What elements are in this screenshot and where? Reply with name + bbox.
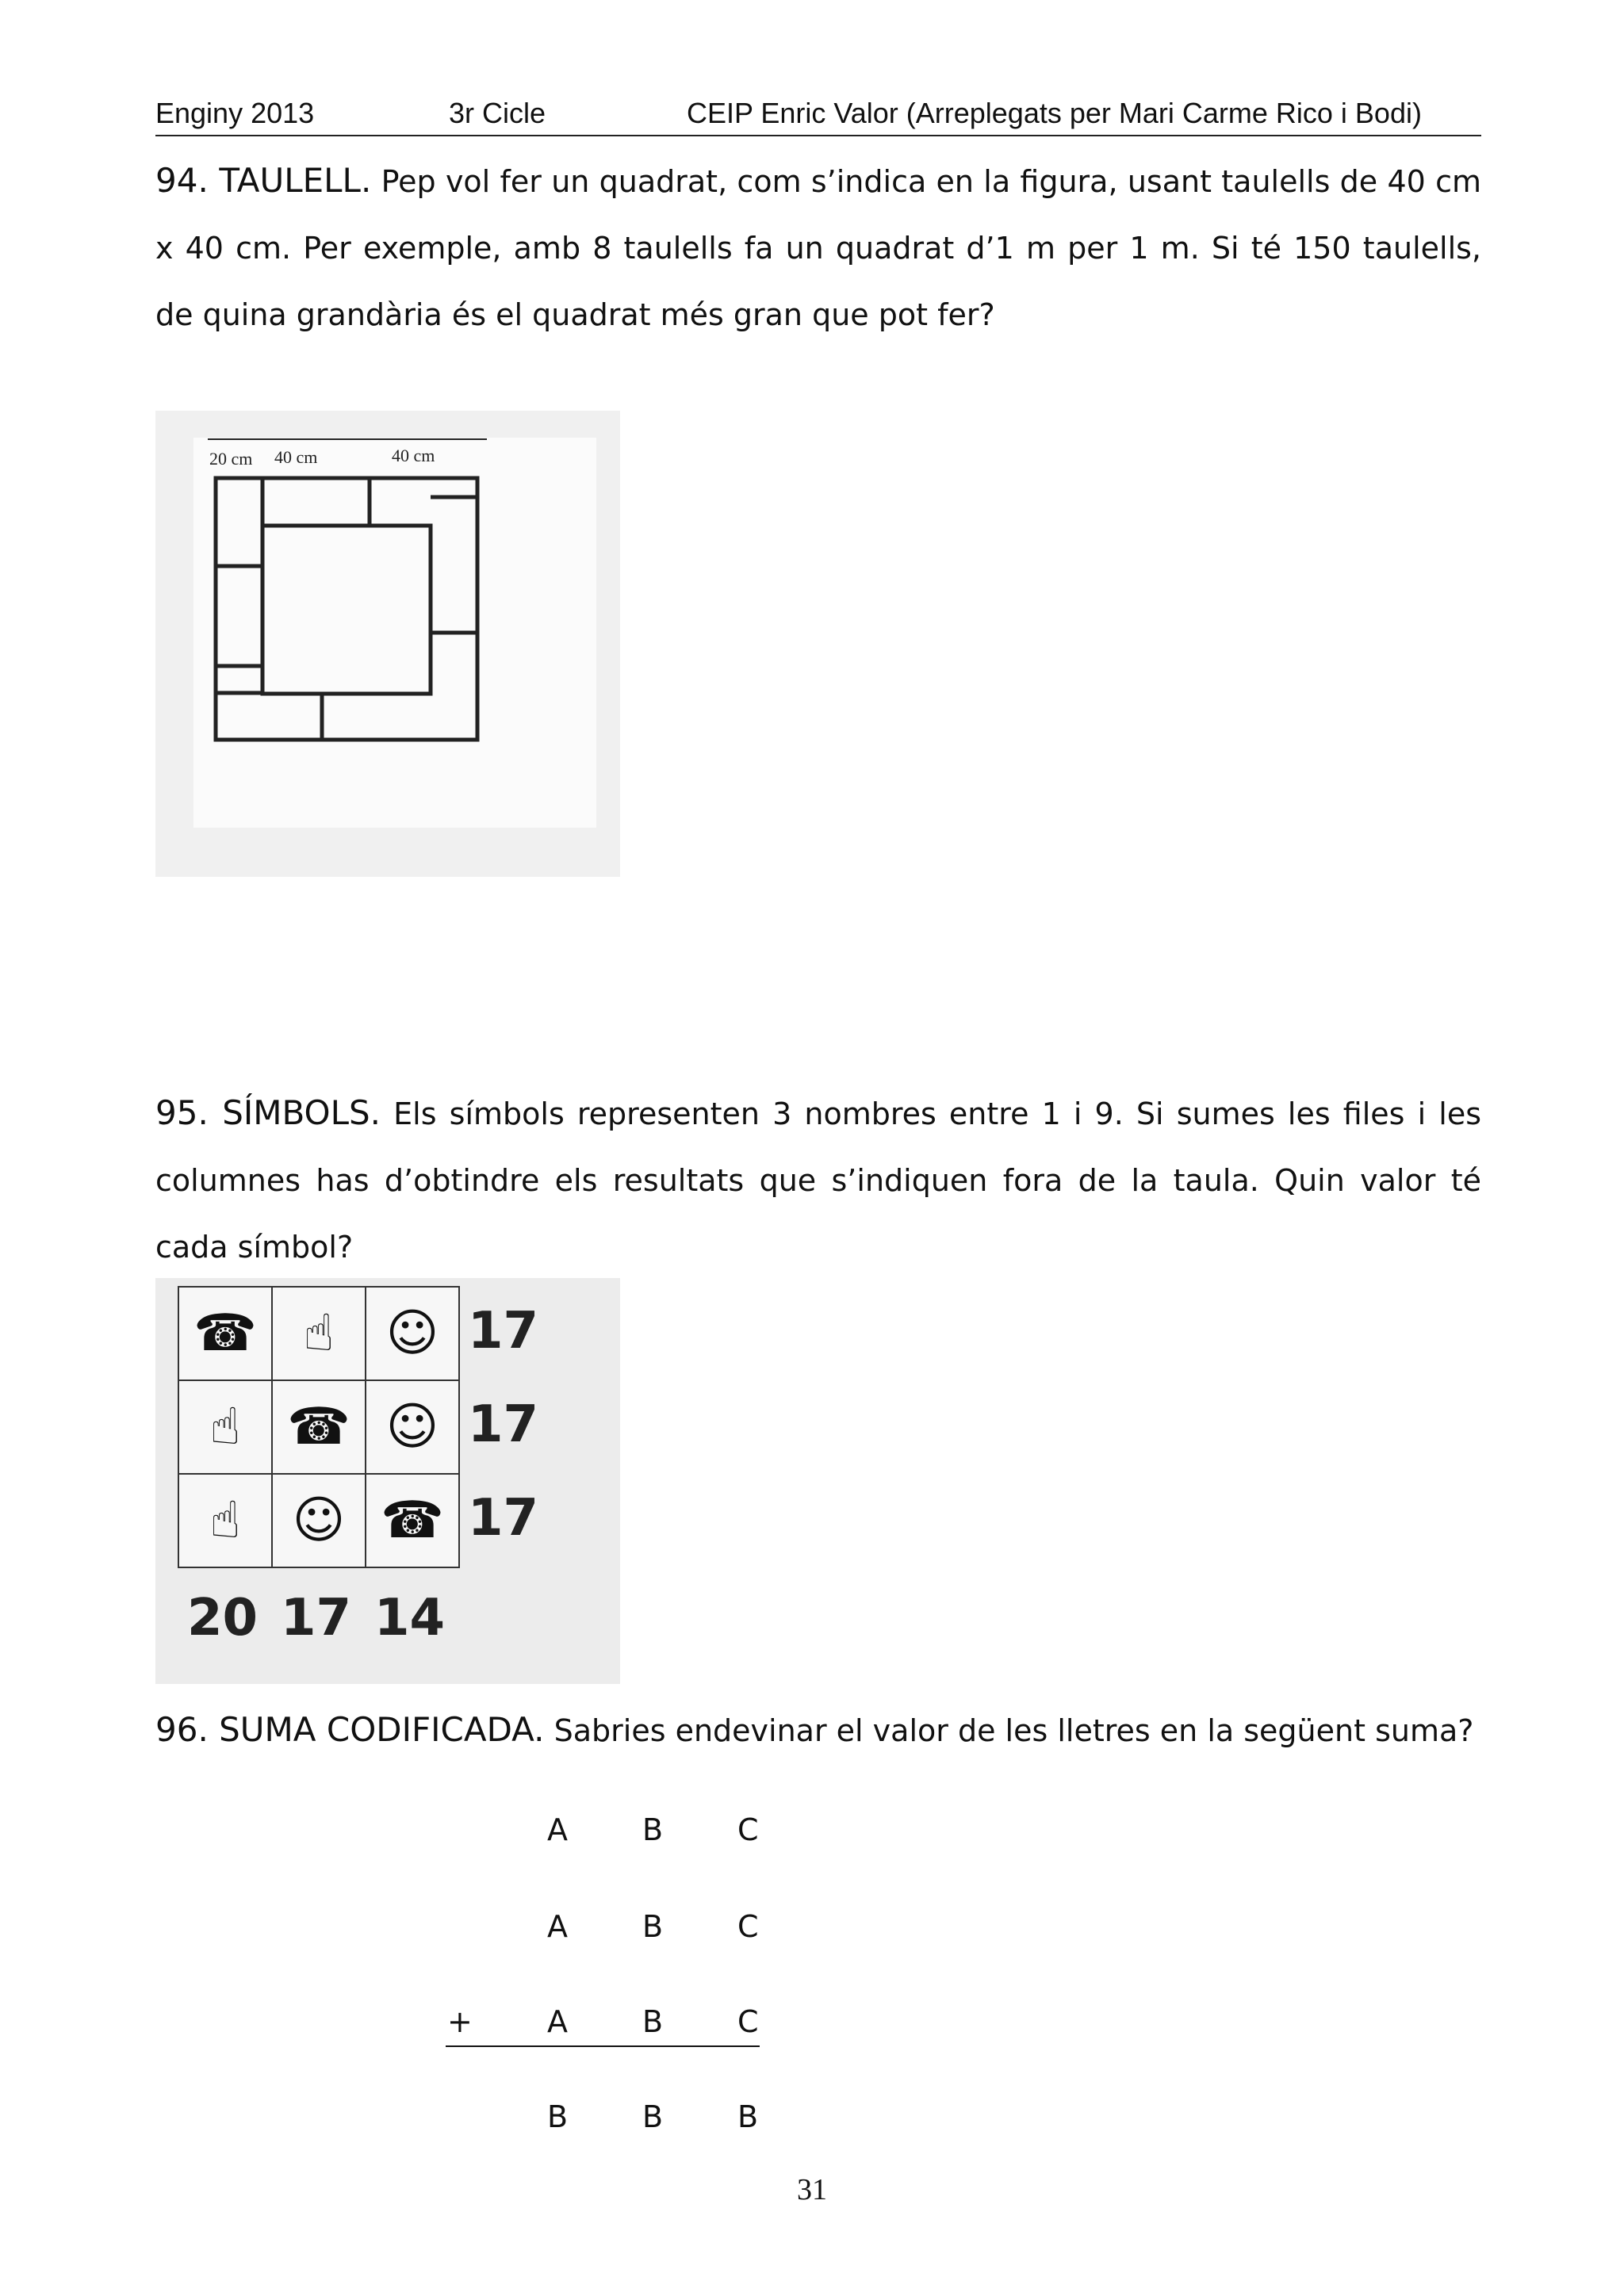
smiley-icon: ☺ <box>366 1380 459 1474</box>
symbols-figure <box>155 1278 620 1684</box>
problem-95-body: Els símbols representen 3 nombres entre 1 i 9. Si sumes les files i les columnes has d’obtindre els resultats que s’indiquen fora de la taula. Quin valor té cada símbol? <box>155 1096 1481 1265</box>
problem-95-title: 95. SÍMBOLS. <box>155 1093 381 1132</box>
sum-result-a: B <box>547 2099 569 2134</box>
page-header <box>155 94 1481 136</box>
outer-square <box>216 478 477 740</box>
telephone-icon: ☎ <box>272 1380 366 1474</box>
pointing-finger-icon: ☝ <box>178 1380 272 1474</box>
sum-row2-a: A <box>547 1909 568 1944</box>
pointing-finger-icon: ☝ <box>178 1474 272 1567</box>
pointing-finger-icon: ☝ <box>272 1287 366 1380</box>
label-40cm-b: 40 cm <box>392 446 435 465</box>
telephone-icon: ☎ <box>366 1474 459 1567</box>
problem-95-text <box>155 1080 1481 1280</box>
label-20cm: 20 cm <box>209 449 253 469</box>
tile-square-figure <box>155 411 620 877</box>
header-course: Enginy 2013 <box>155 97 315 129</box>
row-sum-2: 17 <box>468 1395 539 1454</box>
telephone-icon: ☎ <box>178 1287 272 1380</box>
tile-diagram <box>155 411 620 877</box>
sum-row2-b: B <box>642 1909 664 1944</box>
col-sum-3: 14 <box>374 1589 446 1647</box>
problem-94-text <box>155 147 1481 348</box>
problem-96-title: 96. SUMA CODIFICADA. <box>155 1710 545 1749</box>
label-40cm-a: 40 cm <box>274 447 318 467</box>
col-sum-1: 20 <box>187 1589 259 1647</box>
problem-96-text <box>155 1697 1481 1764</box>
sum-row3-a: A <box>547 2004 568 2039</box>
inner-square <box>262 526 431 694</box>
problem-94-body: Pep vol fer un quadrat, com s’indica en la figura, usant taulells de 40 cm x 40 cm. Per exemple, amb 8 taulells fa un quadrat d’1 m per 1 m. Si té 150 taulells, de quina grandària és el quadrat més gran que pot fer? <box>155 164 1481 332</box>
sum-row2-c: C <box>737 1909 759 1944</box>
sum-result-b: B <box>642 2099 664 2134</box>
problem-94-title: 94. TAULELL. <box>155 161 372 200</box>
page-number: 31 <box>797 2173 827 2206</box>
sum-result-c: B <box>737 2099 759 2134</box>
symbols-grid <box>178 1286 460 1568</box>
sum-underline <box>446 2045 760 2047</box>
row-sum-1: 17 <box>468 1302 539 1360</box>
header-school: CEIP Enric Valor (Arreplegats per Mari Carme Rico i Bodi) <box>687 97 1422 129</box>
row-sum-3: 17 <box>468 1489 539 1548</box>
sum-row3-c: C <box>737 2004 759 2039</box>
sum-row1-a: A <box>547 1812 568 1847</box>
header-cycle: 3r Cicle <box>449 97 546 129</box>
sum-row3-b: B <box>642 2004 664 2039</box>
smiley-icon: ☺ <box>366 1287 459 1380</box>
col-sum-2: 17 <box>281 1589 352 1647</box>
plus-sign: + <box>447 2004 473 2039</box>
smiley-icon: ☺ <box>272 1474 366 1567</box>
sum-row1-b: B <box>642 1812 664 1847</box>
problem-96-body: Sabries endevinar el valor de les lletres en la següent suma? <box>544 1713 1474 1748</box>
sum-row1-c: C <box>737 1812 759 1847</box>
